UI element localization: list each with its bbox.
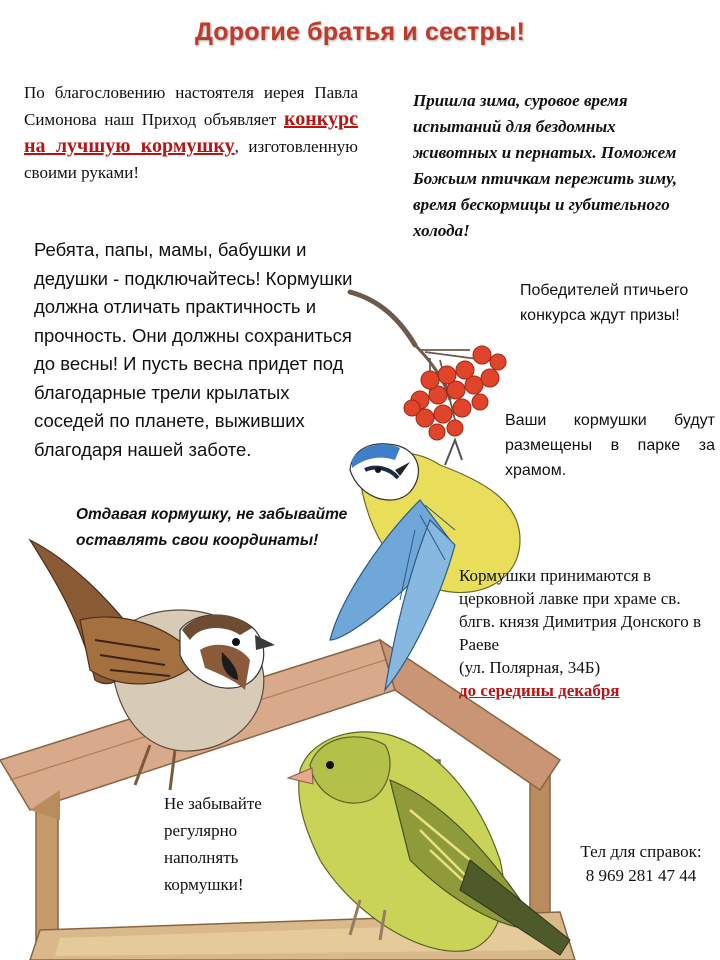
rowan-branch-icon [350, 292, 506, 440]
page-title: Дорогие братья и сестры! [194, 18, 525, 46]
acceptance-note [459, 564, 714, 702]
prizes-note: Победителей птичьего конкурса ждут призы! [520, 282, 689, 324]
coordinates-note: Отдавая кормушку, не забывайте оставлять свои координаты! [76, 506, 348, 549]
acceptance-text: Кормушки принимаются в церковной лавке при храме св. блгв. князя Димитрия Донского в Раеве [459, 566, 701, 654]
intro-text-after: , изготовленную своими руками! [24, 137, 358, 182]
acceptance-address: (ул. Полярная, 34Б) [459, 658, 601, 677]
appeal-paragraph: Ребята, папы, мамы, бабушки и дедушки - подключайтесь! Кормушки должна отличать практичность и прочность. Они должны сохраниться до весны! И пусть весна придет под благодарные трели крылатых соседей по планете, выживших благодаря нашей заботе. [34, 239, 353, 460]
intro-paragraph [24, 80, 358, 186]
contest-highlight: конкурс на лучшую кормушку [24, 108, 358, 157]
contact-phone: 8 969 281 47 44 [585, 866, 697, 885]
contact-block [566, 840, 716, 888]
refill-note: Не забывайте регулярно наполнять кормушки! [164, 794, 262, 894]
park-note: Ваши кормушки будут размещены в парке за храмом. [505, 412, 715, 479]
contact-label: Тел для справок: [580, 842, 702, 861]
winter-note: Пришла зима, суровое время испытаний для бездомных животных и пернатых. Поможем Божьим птичкам пережить зиму, время бескормицы и губительного холода! [413, 91, 678, 240]
intro-text-before: По благословению настоятеля иерея Павла Симонова наш Приход объявляет [24, 83, 358, 129]
acceptance-deadline: до середины декабря [459, 681, 620, 700]
